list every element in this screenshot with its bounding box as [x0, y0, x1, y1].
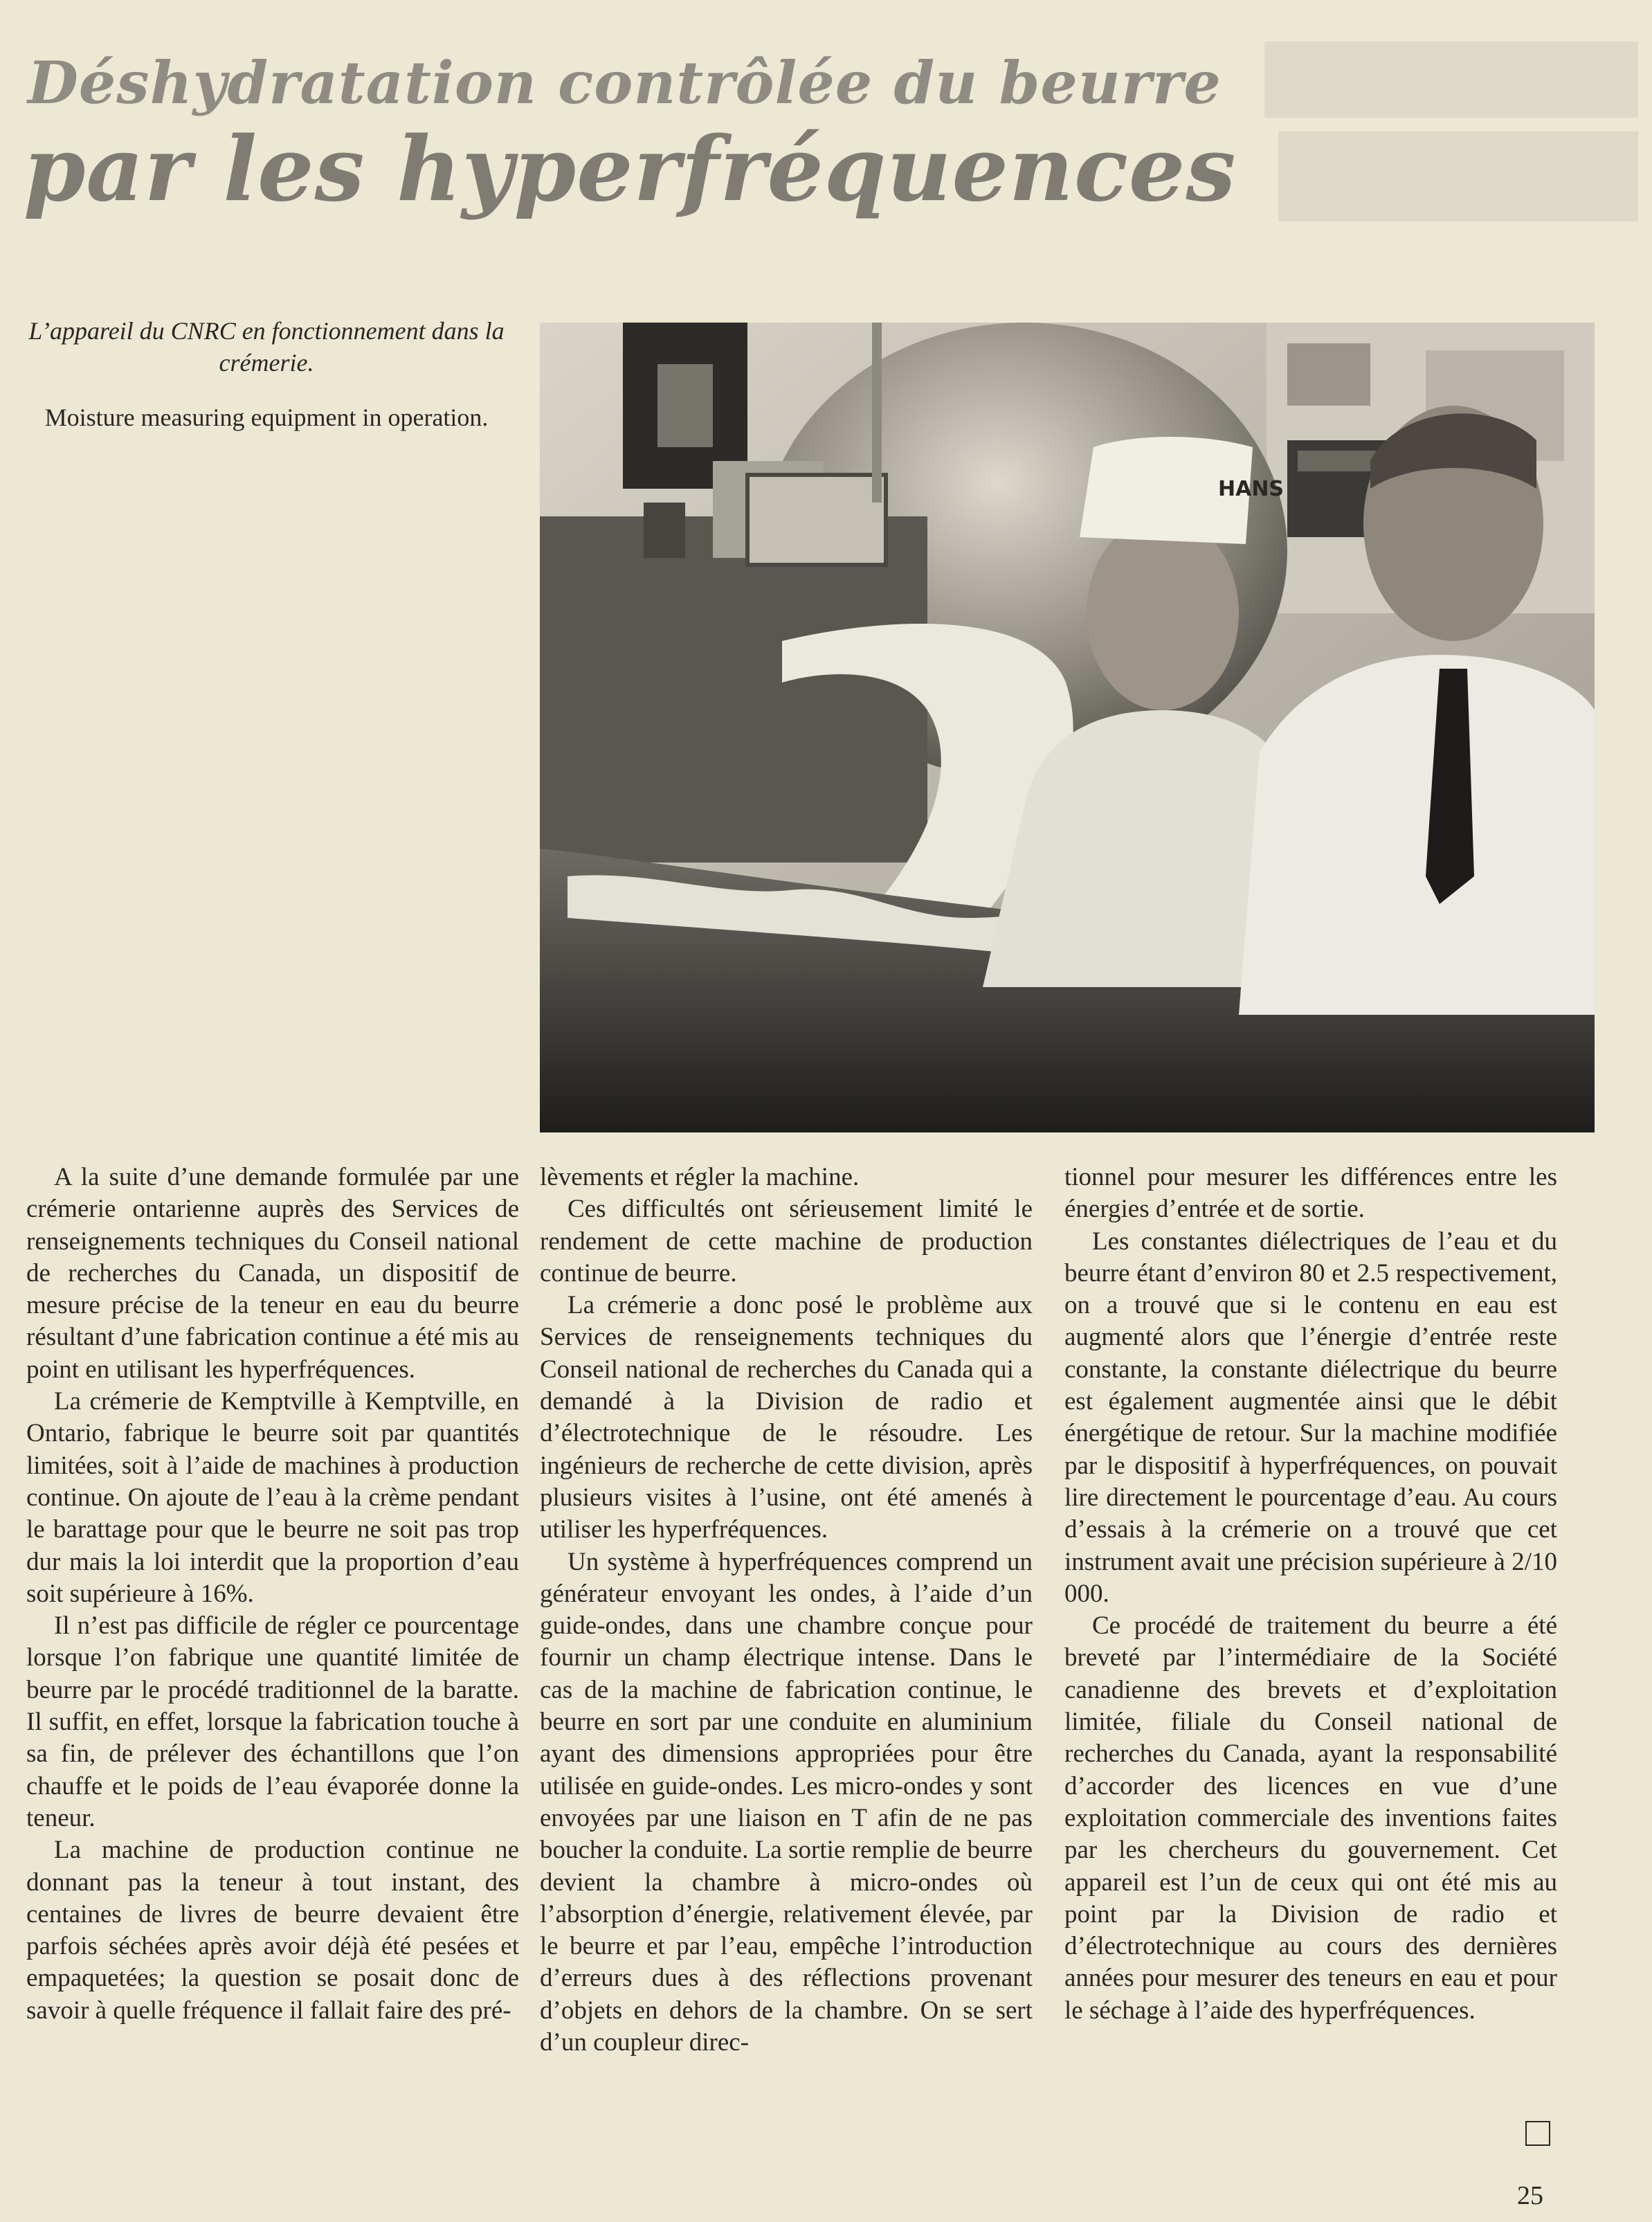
- paragraph: Ce procédé de traitement du beurre a été breveté par l’intermédiaire de la Société canadienne des brevets et d’exploitation limitée, filiale du Conseil national de recherches du Canada, ayant la responsabilité d’accorder des licences en vue d’une exploitation commerciale des inventions faites par les chercheurs du gouvernement. Cet appareil est l’un de ceux qui ont été mis au point par la Division de radio et d’électrotechnique au cours des dernières années pour mesurer des teneurs en eau et pour le séchage à l’aide des hyperfréquences.: [1064, 1611, 1557, 2025]
- title-line-2: par les hyperfréquences: [24, 118, 1237, 222]
- paragraph: Un système à hyperfréquences comprend un générateur envoyant les ondes, à l’aide d’un guide-ondes, dans une chambre conçue pour fournir un champ électrique intense. Dans le cas de la machine de fabrication continue, le beurre en sort par une conduite en aluminium ayant des dimensions appropriées pour être utilisée en guide-ondes. Les micro-ondes y sont envoyées par une liaison en T afin de ne pas boucher la conduite. La sortie remplie de beurre devient la chambre à micro-ondes où l’absorption d’énergie, relativement élevée, par le beurre et par l’eau, empêche l’introduction d’erreurs dues à des réflections provenant d’objets en dehors de la chambre. On se sert d’un coupleur direc-: [540, 1547, 1033, 2057]
- end-of-article-square: [1525, 2121, 1550, 2146]
- article-column-1: [26, 1162, 519, 2027]
- paragraph: Ces difficultés ont sérieusement limité le rendement de cette machine de production continue de beurre.: [540, 1195, 1033, 1288]
- bleed-through-shading: [1264, 42, 1638, 222]
- worker-left-face: [1087, 516, 1239, 710]
- photo-caption-english: Moisture measuring equipment in operation.: [44, 404, 489, 431]
- paragraph: A la suite d’une demande formulée par une crémerie ontarienne auprès des Services de renseignements techniques du Conseil national de recherches du Canada, un dispositif de mesure précise de la teneur en eau du beurre résultant d’une fabrication continue a été mis au point en utilisant les hyperfréquences.: [26, 1163, 519, 1384]
- page-number: 25: [1517, 2181, 1543, 2210]
- paragraph: Il n’est pas difficile de régler ce pourcentage lorsque l’on fabrique une quantité limitée de beurre par le procédé traditionnel de la baratte. Il suffit, en effet, lorsque la fabrication touche à sa fin, de prélever des échantillons que l’on chauffe et le poids de l’eau évaporée donne la teneur.: [26, 1611, 519, 1832]
- paragraph-continued: lèvements et régler la machine.: [540, 1163, 860, 1191]
- article-column-2: [540, 1162, 1033, 2059]
- photo-butter-machine: [540, 323, 1595, 1132]
- paragraph: Les constantes diélectriques de l’eau et du beurre étant d’environ 80 et 2.5 respectivement, on a trouvé que si le contenu en eau est augmenté alors que l’énergie d’entrée reste constante, la constante diélectrique du beurre est également augmentée ainsi que le débit énergétique de retour. Sur la machine modifiée par le dispositif à hyperfréquences, on pouvait lire directement le pourcentage d’eau. Au cours d’essais à la crémerie on a trouvé que cet instrument avait une précision supérieure à 2/10 000.: [1064, 1227, 1557, 1608]
- cap-text: HANS: [1218, 477, 1285, 501]
- paragraph-continued: tionnel pour mesurer les différences entre les énergies d’entrée et de sortie.: [1064, 1163, 1557, 1224]
- photo-caption-french: L’appareil du CNRC en fonctionnement dans la crémerie.: [28, 317, 505, 377]
- paragraph: La machine de production continue ne donnant pas la teneur à tout instant, des centaines de livres de beurre devaient être parfois séchées après avoir déjà été pesées et empaquetées; la question se posait donc de savoir à quelle fréquence il fallait faire des pré-: [26, 1836, 519, 2025]
- paragraph: La crémerie de Kemptville à Kemptville, en Ontario, fabrique le beurre soit par quantités limitées, soit à l’aide de machines à production continue. On ajoute de l’eau à la crème pendant le barattage pour que le beurre ne soit pas trop dur mais la loi interdit que la proportion d’eau soit supérieure à 16%.: [26, 1387, 519, 1608]
- title-line-1: Déshydratation contrôlée du beurre: [28, 48, 1222, 117]
- article-column-3: [1064, 1162, 1557, 2027]
- paragraph: La crémerie a donc posé le problème aux Services de renseignements techniques du Conseil national de recherches du Canada qui a demandé à la Division de radio et d’électrotechnique de le résoudre. Les ingénieurs de recherche de cette division, après plusieurs visites à l’usine, ont été amenés à utiliser les hyperfréquences.: [540, 1291, 1033, 1544]
